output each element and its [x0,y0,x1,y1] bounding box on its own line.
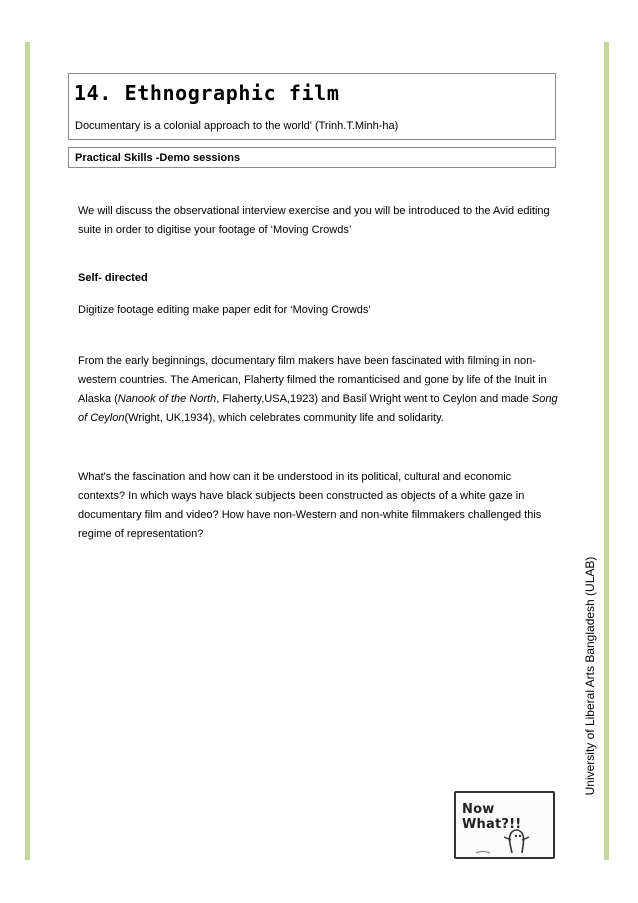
film-title-nanook: Nanook of the North [117,393,217,405]
title-box [68,73,556,140]
logo-text: Now What?!! [462,802,522,832]
page-subtitle: Documentary is a colonial approach to the world' (Trinh.T.Minh-ha) [75,120,399,132]
practical-skills-box [68,147,556,168]
left-accent-bar [25,42,30,860]
logo-figure-icon [456,793,553,857]
page-title: 14. Ethnographic film [74,81,340,105]
intro-paragraph: We will discuss the observational interview exercise and you will be introduced to the Avid editing suite in order to digitise your footage of ‘Moving Crowds’ [78,205,550,236]
history-text-part1: From the early beginnings, documentary film makers have been fascinated with filming in non-western countries. The American, Flaherty filmed the romanticised and gone by life of the Inuit in Alaska ( [78,355,547,405]
practical-skills-label: Practical Skills -Demo sessions [75,152,241,164]
right-accent-bar [604,42,609,860]
questions-paragraph: What's the fascination and how can it be understood in its political, cultural and economic contexts? In which ways have black subjects been constructed as objects of a white gaze in documentary film and video? How have non-Western and non-white filmmakers challenged this regime of representation? [78,471,542,540]
self-directed-paragraph: Digitize footage editing make paper edit for ‘Moving Crowds’ [78,304,371,316]
history-text-part3: (Wright, UK,1934), which celebrates community life and solidarity. [124,412,444,424]
institution-sidebar-label: University of Liberal Arts Bangladesh (ULAB) [583,556,597,796]
history-text-part2: , Flaherty,USA,1923) and Basil Wright went to Ceylon and made [216,393,532,405]
film-title-song-of-ceylon: Song of Ceylon [78,393,558,424]
self-directed-heading: Self- directed [78,272,148,284]
now-what-logo [454,791,555,859]
history-paragraph [78,352,558,428]
